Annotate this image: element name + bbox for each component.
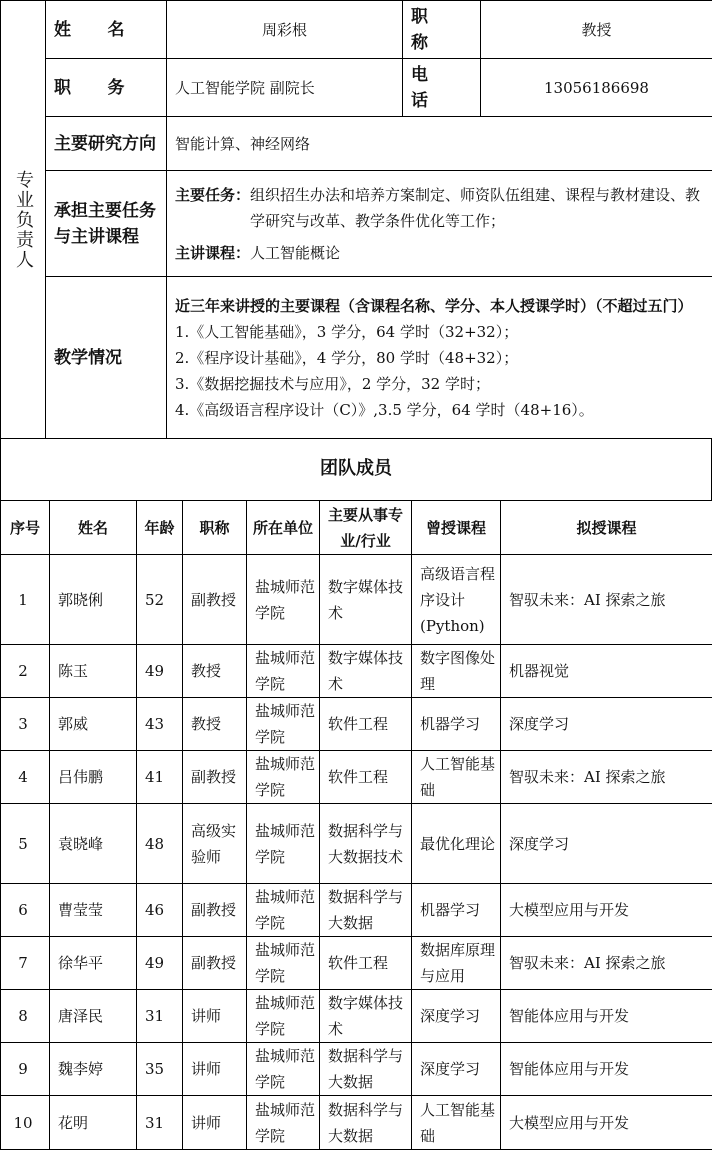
cell-age: 35: [137, 1043, 183, 1096]
cell-title: 副教授: [183, 937, 247, 990]
courses-text: 人工智能概论: [250, 244, 340, 262]
table-row: [1, 645, 712, 698]
cell-index: 3: [1, 698, 50, 751]
header-title: 职称: [183, 501, 247, 555]
cell-taught: 数据库原理与应用: [412, 937, 501, 990]
header-index: 序号: [1, 501, 50, 555]
cell-name: 郭晓俐: [50, 555, 137, 645]
cell-field: 数据科学与大数据技术: [320, 804, 412, 884]
cell-index: 8: [1, 990, 50, 1043]
cell-planned: 智驭未来：AI 探索之旅: [501, 937, 712, 990]
cell-name: 花明: [50, 1096, 137, 1150]
profile-table: [0, 0, 712, 439]
team-table: [0, 500, 712, 1150]
cell-field: 数字媒体技术: [320, 645, 412, 698]
cell-title: 教授: [183, 698, 247, 751]
cell-planned: 智驭未来：AI 探索之旅: [501, 751, 712, 804]
research-value: 智能计算、神经网络: [167, 117, 712, 171]
cell-field: 数据科学与大数据: [320, 1096, 412, 1150]
side-label: 专业负责人: [10, 170, 36, 270]
tasks-head: 主要任务：: [175, 182, 250, 234]
cell-name: 郭威: [50, 698, 137, 751]
cell-index: 4: [1, 751, 50, 804]
cell-planned: 机器视觉: [501, 645, 712, 698]
header-taught: 曾授课程: [412, 501, 501, 555]
cell-name: 魏李婷: [50, 1043, 137, 1096]
header-planned: 拟授课程: [501, 501, 712, 555]
cell-unit: 盐城师范学院: [247, 751, 320, 804]
table-row: [1, 1043, 712, 1096]
cell-unit: 盐城师范学院: [247, 937, 320, 990]
cell-unit: 盐城师范学院: [247, 1043, 320, 1096]
phone-label: 电 话: [403, 59, 481, 117]
cell-taught: 人工智能基础: [412, 1096, 501, 1150]
cell-taught: 人工智能基础: [412, 751, 501, 804]
cell-age: 49: [137, 937, 183, 990]
cell-planned: 大模型应用与开发: [501, 884, 712, 937]
cell-taught: 高级语言程序设计(Python): [412, 555, 501, 645]
cell-field: 软件工程: [320, 937, 412, 990]
table-row: [1, 555, 712, 645]
cell-index: 9: [1, 1043, 50, 1096]
cell-planned: 智驭未来：AI 探索之旅: [501, 555, 712, 645]
cell-name: 陈玉: [50, 645, 137, 698]
cell-planned: 智能体应用与开发: [501, 1043, 712, 1096]
cell-planned: 智能体应用与开发: [501, 990, 712, 1043]
cell-name: 徐华平: [50, 937, 137, 990]
position-value: 人工智能学院 副院长: [167, 59, 403, 117]
cell-field: 数字媒体技术: [320, 555, 412, 645]
cell-field: 数据科学与大数据: [320, 1043, 412, 1096]
cell-age: 31: [137, 990, 183, 1043]
table-row: [1, 884, 712, 937]
cell-age: 43: [137, 698, 183, 751]
cell-taught: 机器学习: [412, 884, 501, 937]
cell-age: 52: [137, 555, 183, 645]
cell-title: 高级实验师: [183, 804, 247, 884]
cell-title: 教授: [183, 645, 247, 698]
team-title: 团队成员: [0, 438, 712, 500]
header-field: 主要从事专业/行业: [320, 501, 412, 555]
header-age: 年龄: [137, 501, 183, 555]
research-label: 主要研究方向: [46, 117, 167, 171]
position-label: 职 务: [46, 59, 167, 117]
cell-index: 2: [1, 645, 50, 698]
cell-title: 副教授: [183, 751, 247, 804]
teaching-cell: [167, 277, 712, 439]
cell-taught: 最优化理论: [412, 804, 501, 884]
cell-age: 31: [137, 1096, 183, 1150]
cell-unit: 盐城师范学院: [247, 1096, 320, 1150]
cell-field: 数据科学与大数据: [320, 884, 412, 937]
table-row: [1, 990, 712, 1043]
cell-index: 7: [1, 937, 50, 990]
cell-title: 讲师: [183, 1096, 247, 1150]
cell-taught: 数字图像处理: [412, 645, 501, 698]
cell-name: 吕伟鹏: [50, 751, 137, 804]
table-row: [1, 1096, 712, 1150]
cell-planned: 大模型应用与开发: [501, 1096, 712, 1150]
cell-title: 讲师: [183, 1043, 247, 1096]
teaching-item: 3.《数据挖掘技术与应用》，2 学分，32 学时；: [175, 371, 704, 397]
cell-title: 副教授: [183, 555, 247, 645]
name-label: 姓 名: [46, 1, 167, 59]
cell-field: 数字媒体技术: [320, 990, 412, 1043]
tasks-label: 承担主要任务与主讲课程: [46, 171, 167, 277]
cell-age: 41: [137, 751, 183, 804]
cell-unit: 盐城师范学院: [247, 884, 320, 937]
team-header-row: [1, 501, 712, 555]
cell-taught: 深度学习: [412, 1043, 501, 1096]
table-row: [1, 698, 712, 751]
cell-title: 讲师: [183, 990, 247, 1043]
header-name: 姓名: [50, 501, 137, 555]
cell-name: 袁晓峰: [50, 804, 137, 884]
tasks-cell: [167, 171, 712, 277]
cell-index: 5: [1, 804, 50, 884]
cell-age: 48: [137, 804, 183, 884]
cell-unit: 盐城师范学院: [247, 990, 320, 1043]
cell-unit: 盐城师范学院: [247, 804, 320, 884]
table-row: [1, 751, 712, 804]
cell-unit: 盐城师范学院: [247, 555, 320, 645]
cell-age: 49: [137, 645, 183, 698]
cell-unit: 盐城师范学院: [247, 645, 320, 698]
cell-name: 唐泽民: [50, 990, 137, 1043]
cell-planned: 深度学习: [501, 698, 712, 751]
teaching-item: 1.《人工智能基础》，3 学分，64 学时（32+32）；: [175, 319, 704, 345]
phone-value: 13056186698: [481, 59, 712, 117]
table-row: [1, 937, 712, 990]
cell-field: 软件工程: [320, 698, 412, 751]
cell-index: 6: [1, 884, 50, 937]
teaching-intro: 近三年来讲授的主要课程（含课程名称、学分、本人授课学时）（不超过五门）: [175, 293, 704, 319]
cell-title: 副教授: [183, 884, 247, 937]
header-unit: 所在单位: [247, 501, 320, 555]
name-value: 周彩根: [167, 1, 403, 59]
cell-index: 1: [1, 555, 50, 645]
courses-head: 主讲课程：: [175, 244, 250, 262]
title-label: 职 称: [403, 1, 481, 59]
teaching-label: 教学情况: [46, 277, 167, 439]
cell-name: 曹莹莹: [50, 884, 137, 937]
teaching-item: 2.《程序设计基础》，4 学分，80 学时（48+32）；: [175, 345, 704, 371]
side-label-cell: [1, 1, 46, 439]
tasks-text: 组织招生办法和培养方案制定、师资队伍组建、课程与教材建设、教学研究与改革、教学条件优化等工作；: [250, 182, 704, 234]
cell-age: 46: [137, 884, 183, 937]
cell-index: 10: [1, 1096, 50, 1150]
cell-unit: 盐城师范学院: [247, 698, 320, 751]
teaching-item: 4.《高级语言程序设计（C）》,3.5 学分，64 学时（48+16）。: [175, 397, 704, 423]
cell-field: 软件工程: [320, 751, 412, 804]
cell-planned: 深度学习: [501, 804, 712, 884]
title-value: 教授: [481, 1, 712, 59]
cell-taught: 机器学习: [412, 698, 501, 751]
table-row: [1, 804, 712, 884]
cell-taught: 深度学习: [412, 990, 501, 1043]
